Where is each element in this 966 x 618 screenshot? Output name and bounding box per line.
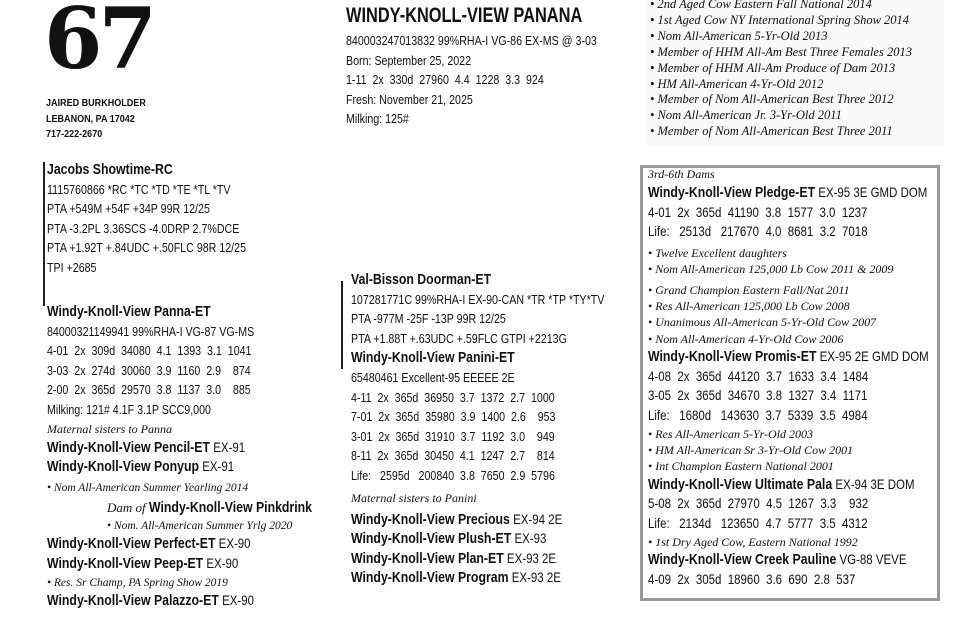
dam-promis-record — [648, 367, 966, 387]
mgs-detail: PTA -977M -25F -13P 99R 12/25 — [351, 311, 506, 327]
maternal-sister-name: Windy-Knoll-View Palazzo-ET — [47, 591, 219, 609]
dam-pledge-award — [648, 298, 966, 314]
animal-header — [346, 4, 652, 129]
dam-pala-record — [648, 494, 966, 514]
dam-pala-header — [648, 475, 966, 495]
dam-detail: 4-01 2x 309d 34080 4.1 1393 3.1 1041 — [47, 343, 252, 359]
granddam-sister-name: Windy-Knoll-View Precious — [351, 510, 510, 528]
dam-pledge-header — [648, 183, 966, 203]
award-item: • Member of Nom All-American Best Three 2012 — [650, 92, 894, 107]
maternal-sister-text — [47, 554, 238, 574]
maternal-sister — [47, 457, 348, 477]
dam-pala-title — [648, 475, 915, 495]
dam-pala-record-text: Life: 2134d 123650 4.7 5777 3.5 4312 — [648, 515, 868, 531]
dam-promis-award — [648, 442, 966, 458]
sire-detail: PTA +1.92T +.84UDC +.50FLC 98R 12/25 — [47, 240, 247, 256]
dam-promis-name: Windy-Knoll-View Promis-ET — [648, 348, 817, 366]
maternal-sister-score: EX-91 — [199, 458, 235, 475]
dam-promis-award-text: • Int Champion Eastern National 2001 — [648, 459, 834, 474]
granddam-sister-name: Windy-Knoll-View Plan-ET — [351, 549, 504, 567]
dam-pledge-award-text: • Nom All-American 125,000 Lb Cow 2011 & 2009 — [648, 262, 894, 277]
granddam-sisters-label: Maternal sisters to Panini — [351, 490, 477, 505]
dam-pledge-score: EX-95 3E GMD DOM — [815, 184, 928, 200]
maternal-sister-text — [47, 591, 254, 611]
dam-pledge-name: Windy-Knoll-View Pledge-ET — [648, 184, 816, 201]
dam-promis-record — [648, 406, 966, 426]
granddam-sister-name: Windy-Knoll-View Plush-ET — [351, 530, 512, 548]
sire-block — [47, 160, 290, 278]
dam-promis-award — [648, 458, 966, 474]
dam-pala-award — [648, 534, 966, 550]
maternal-sister-name: Windy-Knoll-View Pencil-ET — [47, 438, 211, 456]
granddam-detail: 7-01 2x 365d 35980 3.9 1400 2.6 953 — [351, 409, 556, 425]
granddam-sister-score: EX-94 2E — [509, 510, 563, 527]
dam-promis-score: EX-95 2E GMD DOM — [816, 348, 929, 365]
dam-promis-award-text: • Res All-American 5-Yr-Old 2003 — [648, 426, 814, 441]
consignor-phone: 717-222-2670 — [46, 128, 103, 140]
granddam-sister-score: EX-93 — [511, 530, 547, 547]
dam-of-label: Dam of — [107, 499, 146, 515]
lot-number: 67 — [44, 0, 153, 88]
dam-pledge-record — [648, 203, 966, 223]
dam-pledge-award — [648, 245, 966, 261]
granddam-sister-score: EX-93 2E — [503, 549, 557, 566]
granddam-detail: 4-11 2x 365d 36950 3.7 1372 2.7 1000 — [351, 389, 555, 405]
animal-details — [346, 31, 652, 129]
award-item: • 2nd Aged Cow Eastern Fall National 2014 — [650, 0, 872, 11]
dam-pledge-record-text: 4-01 2x 365d 41190 3.8 1577 3.0 1237 — [648, 203, 868, 220]
consignor-info — [46, 96, 146, 143]
animal-born: Born: September 25, 2022 — [346, 52, 472, 68]
dam-pala-record — [648, 514, 966, 534]
granddam-sister — [351, 529, 660, 549]
dam-pledge-award — [648, 314, 966, 330]
award-item: • 1st Aged Cow NY International Spring Show 2014 — [650, 12, 910, 27]
sire-detail: PTA +549M +54F +34P 99R 12/25 — [47, 201, 210, 217]
dam-promis-header — [648, 347, 966, 367]
maternal-bracket-line — [341, 281, 343, 369]
dam-pauline-record-text: 4-09 2x 305d 18960 3.6 690 2.8 537 — [648, 570, 856, 587]
pinkdrink-name: Windy-Knoll-View Pinkdrink — [149, 498, 313, 516]
granddam-sister — [351, 568, 660, 588]
ponyup-award: • Nom All-American Summer Yearling 2014 — [47, 481, 249, 494]
granddam-detail: 65480461 Excellent-95 EEEEE 2E — [351, 369, 515, 385]
mgs-block — [351, 270, 660, 588]
award-item: • Nom All-American Jr. 3-Yr-Old 2011 — [650, 108, 842, 123]
dam-pledge-award — [648, 282, 966, 298]
dam-pledge-award — [648, 331, 966, 347]
dam-block — [47, 302, 348, 610]
granddam-detail: Life: 2595d 200840 3.8 7650 2.9 5796 — [351, 467, 555, 483]
dam-pauline-score: VG-88 VEVE — [836, 551, 907, 567]
award-item: • Member of Nom All-American Best Three 2011 — [650, 124, 893, 139]
dam-detail: 2-00 2x 365d 29570 3.8 1137 3.0 885 — [47, 382, 251, 398]
animal-milking: Milking: 125# — [346, 111, 409, 127]
mgs-detail: PTA +1.88T +.63UDC +.59FLC GTPI +2213G — [351, 330, 567, 346]
dam-promis-title — [648, 347, 929, 367]
dam-promis-record-text: 3-05 2x 365d 34670 3.8 1327 3.4 1171 — [648, 387, 868, 404]
award-item: • Nom All-American 5-Yr-Old 2013 — [650, 28, 828, 43]
maternal-sister-score: EX-90 — [218, 591, 254, 608]
dam-pledge-record-text: Life: 2513d 217670 4.0 8681 3.2 7018 — [648, 223, 868, 240]
dam-pledge-award-text: • Grand Champion Eastern Fall/Nat 2011 — [648, 282, 850, 297]
granddam-sister-text — [351, 510, 562, 530]
dam-pledge-record — [648, 222, 966, 242]
dam-pala-name: Windy-Knoll-View Ultimate Pala — [648, 475, 833, 493]
dam-promis-record-text: 4-08 2x 365d 44120 3.7 1633 3.4 1484 — [648, 367, 869, 384]
consignor-location: LEBANON, PA 17042 — [46, 112, 135, 125]
granddam-sister — [351, 510, 660, 530]
granddam-sister-name: Windy-Knoll-View Program — [351, 569, 509, 587]
dam-promis-record — [648, 386, 966, 406]
granddam-sister-text — [351, 549, 556, 569]
dam-detail: Milking: 121# 4.1F 3.1P SCC9,000 — [47, 401, 211, 417]
dam-pledge-award-text: • Res All-American 125,000 Lb Cow 2008 — [648, 299, 850, 313]
granddam-detail: 8-11 2x 365d 30450 4.1 1247 2.7 814 — [351, 448, 555, 464]
maternal-sister-score: EX-91 — [210, 438, 246, 455]
sire-detail: TPI +2685 — [47, 259, 97, 275]
maternal-sister — [47, 534, 348, 554]
animal-record: 1-11 2x 330d 27960 4.4 1228 3.3 924 — [346, 72, 544, 88]
award-item: • Member of HHM All-Am Produce of Dam 2013 — [650, 60, 896, 75]
consignor-name: JAIRED BURKHOLDER — [46, 97, 146, 109]
dam-pala-score: EX-94 3E DOM — [832, 475, 915, 492]
maternal-sister-text — [47, 457, 234, 477]
pedigree-bracket-line — [43, 162, 45, 306]
award-item: • HM All-American 4-Yr-Old 2012 — [650, 76, 824, 91]
dam-detail: 3-03 2x 274d 30060 3.9 1160 2.9 874 — [47, 362, 251, 378]
granddam-sister-text — [351, 529, 546, 549]
mgs-detail: 107281771C 99%RHA-I EX-90-CAN *TR *TP *TY*TV — [351, 291, 605, 307]
animal-registration: 840003247013832 99%RHA-I VG-86 EX-MS @ 3-03 — [346, 33, 597, 48]
dam-pledge-award-text: • Twelve Excellent daughters — [648, 245, 787, 260]
dam-pledge-award-text: • Unanimous All-American 5-Yr-Old Cow 2007 — [648, 315, 877, 330]
dam-pauline-header — [648, 550, 966, 570]
dam-promis-award-text: • HM All-American Sr 3-Yr-Old Cow 2001 — [648, 443, 854, 457]
sire-detail: 1115760866 *RC *TC *TD *TE *TL *TV — [47, 181, 231, 197]
dam-name: Windy-Knoll-View Panna-ET — [47, 303, 211, 320]
animal-fresh: Fresh: November 21, 2025 — [346, 91, 473, 107]
maternal-sister — [47, 554, 348, 574]
dams-box-content — [648, 165, 966, 589]
dam-pledge-title — [648, 183, 927, 203]
dam-promis-record-text: Life: 1680d 143630 3.7 5339 3.5 4984 — [648, 407, 868, 423]
sire-name: Jacobs Showtime-RC — [47, 161, 173, 178]
maternal-sister-name: Windy-Knoll-View Ponyup — [47, 458, 200, 476]
granddam-sister-text — [351, 568, 561, 588]
maternal-sister-text — [47, 438, 245, 458]
maternal-sister — [47, 591, 348, 611]
dam-sisters-label: Maternal sisters to Panna — [47, 421, 172, 436]
sire-detail: PTA -3.2PL 3.36SCS -4.0DRP 2.7%DCE — [47, 220, 240, 236]
dam-pauline-title — [648, 550, 906, 570]
maternal-sister — [47, 438, 348, 458]
dam-pala-record-text: 5-08 2x 365d 27970 4.5 1267 3.3 932 — [648, 495, 869, 512]
dam-promis-award — [648, 426, 966, 442]
dam-pauline-record — [648, 570, 966, 590]
mgs-name: Val-Bisson Doorman-ET — [351, 271, 492, 288]
awards-list — [650, 0, 912, 140]
dam-pledge-award-text: • Nom All-American 4-Yr-Old Cow 2006 — [648, 331, 844, 346]
maternal-sister-name: Windy-Knoll-View Peep-ET — [47, 554, 204, 572]
dam-of-row — [47, 498, 348, 518]
maternal-sister-score: EX-90 — [215, 535, 251, 552]
animal-name: WINDY-KNOLL-VIEW PANANA — [346, 4, 583, 27]
award-item: • Member of HHM All-Am Best Three Females 2013 — [650, 44, 912, 59]
granddam-detail: 3-01 2x 365d 31910 3.7 1192 3.0 949 — [351, 428, 555, 444]
maternal-sister-score: EX-90 — [203, 554, 239, 571]
maternal-sister-text — [47, 534, 251, 554]
pinkdrink-award: • Nom. All-American Summer Yrlg 2020 — [107, 520, 293, 533]
granddam-sister — [351, 549, 660, 569]
maternal-sister-name: Windy-Knoll-View Perfect-ET — [47, 535, 216, 553]
dam-pledge-award — [648, 261, 966, 277]
dams-box-label: 3rd-6th Dams — [648, 167, 715, 181]
dam-pala-award-text: • 1st Dry Aged Cow, Eastern National 1992 — [648, 534, 858, 549]
granddam-name: Windy-Knoll-View Panini-ET — [351, 349, 515, 367]
granddam-sister-score: EX-93 2E — [508, 569, 561, 586]
peep-award: • Res. Sr Champ, PA Spring Show 2019 — [47, 576, 228, 589]
dam-detail: 84000321149941 99%RHA-I VG-87 VG-MS — [47, 323, 255, 339]
dam-pauline-name: Windy-Knoll-View Creek Pauline — [648, 551, 837, 568]
